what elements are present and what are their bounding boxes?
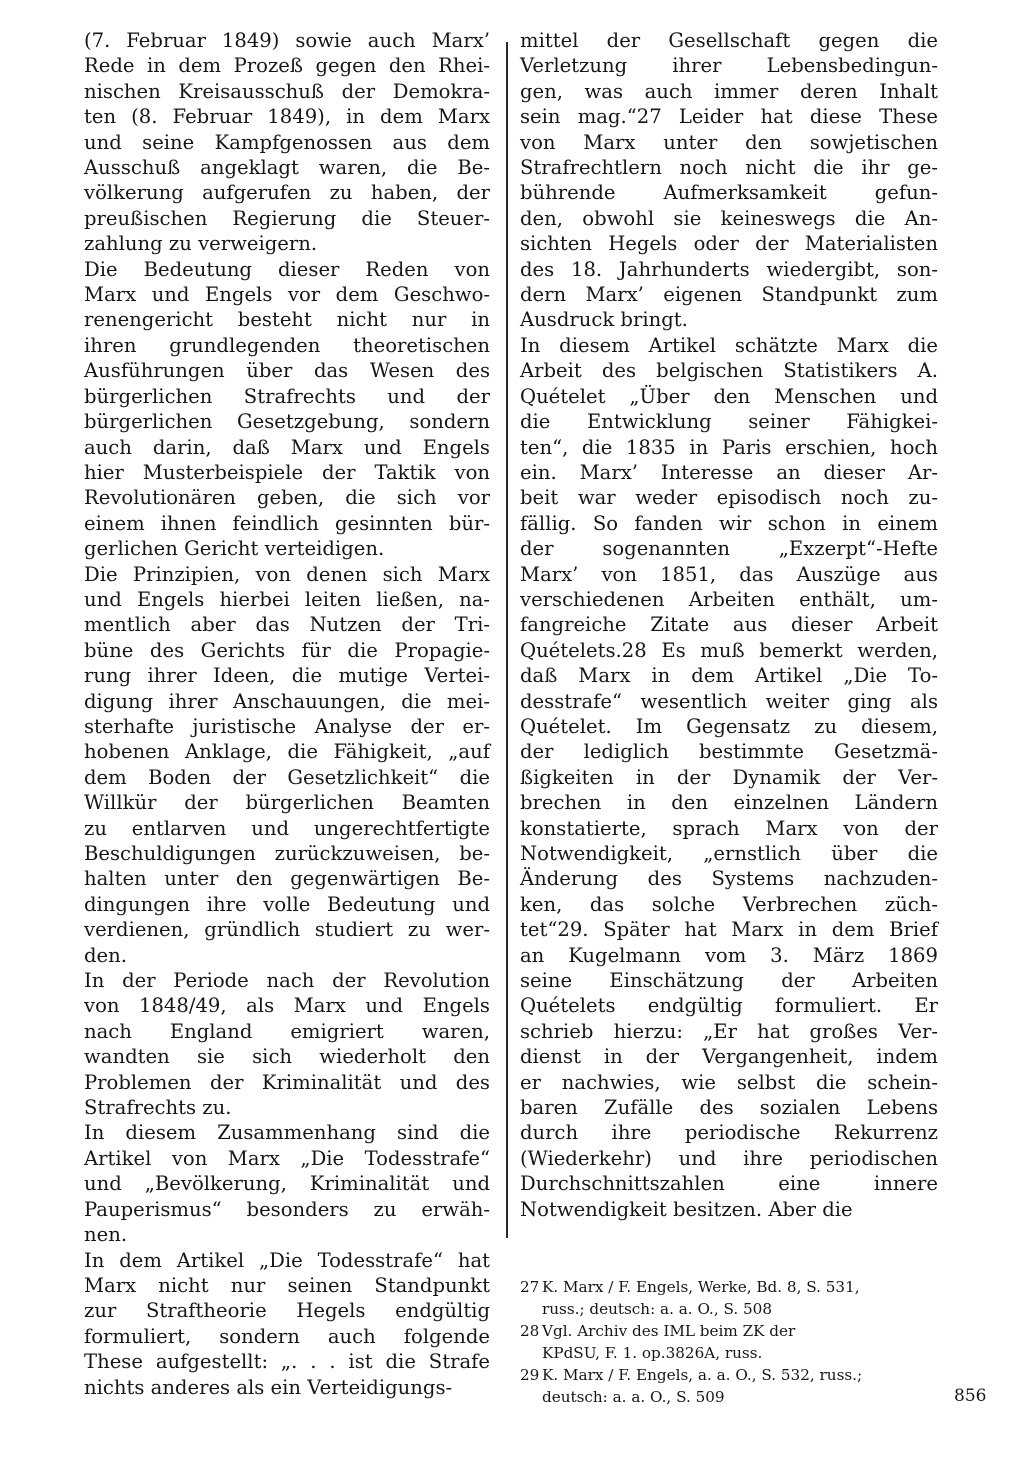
- text-line: desstrafe“ wesentlich weiter ging als: [520, 689, 938, 713]
- text-line: Marx nicht nur seinen Standpunkt: [84, 1273, 490, 1297]
- text-line: Rede in dem Prozeß gegen den Rhei-: [84, 54, 490, 78]
- text-line: die Entwicklung seiner Fähigkei-: [520, 410, 938, 434]
- text-line: ten“, die 1835 in Paris erschien, hoch: [520, 435, 938, 459]
- text-line: nach England emigriert waren,: [84, 1019, 490, 1043]
- left-text-column: [84, 28, 490, 1400]
- text-line: Marx’ von 1851, das Auszüge aus: [520, 562, 938, 586]
- footnote-text: [542, 1320, 795, 1364]
- text-line: der sogenannten „Exzerpt“-Hefte: [520, 537, 938, 561]
- text-line: wandten sie sich wiederholt den: [84, 1045, 490, 1069]
- text-line: des 18. Jahrhunderts wiedergibt, son-: [520, 257, 938, 281]
- footnote-text: [542, 1276, 860, 1320]
- text-line: büne des Gerichts für die Propagie-: [84, 638, 490, 662]
- text-line: und „Bevölkerung, Kriminalität und: [84, 1172, 490, 1196]
- text-line: Artikel von Marx „Die Todesstrafe“: [84, 1146, 490, 1170]
- text-line: auch darin, daß Marx und Engels: [84, 435, 490, 459]
- text-line: (Wiederkehr) und ihre periodischen: [520, 1146, 938, 1170]
- text-line: ßigkeiten in der Dynamik der Ver-: [520, 765, 938, 789]
- footnote-line: russ.; deutsch: a. a. O., S. 508: [542, 1300, 772, 1318]
- text-line: gen, was auch immer deren Inhalt: [520, 79, 938, 103]
- footnote: [520, 1364, 956, 1408]
- text-line: völkerung aufgerufen zu haben, der: [84, 181, 490, 205]
- text-line: dern Marx’ eigenen Standpunkt zum: [520, 283, 938, 307]
- text-line: dienst in der Vergangenheit, indem: [520, 1045, 938, 1069]
- footnote-line: K. Marx / F. Engels, Werke, Bd. 8, S. 531,: [542, 1278, 860, 1296]
- text-line: ten (8. Februar 1849), in dem Marx: [84, 105, 490, 129]
- text-line: Notwendigkeit, „ernstlich über die: [520, 842, 938, 865]
- text-line: daß Marx in dem Artikel „Die To-: [520, 664, 938, 688]
- text-line: Die Prinzipien, von denen sich Marx: [84, 562, 490, 586]
- right-text-column: [520, 28, 938, 1222]
- text-line: Ausführungen über das Wesen des: [84, 359, 490, 383]
- text-line: preußischen Regierung die Steuer-: [84, 206, 490, 230]
- text-line: Änderung des Systems nachzuden-: [520, 867, 938, 891]
- text-line: Die Bedeutung dieser Reden von: [84, 257, 490, 281]
- text-line: In diesem Artikel schätzte Marx die: [520, 333, 938, 357]
- footnotes: [520, 1276, 956, 1408]
- text-line: Quételet „Über den Menschen und: [520, 384, 938, 408]
- text-line: seine Einschätzung der Arbeiten: [520, 969, 938, 993]
- text-line: dingungen ihre volle Bedeutung und: [84, 892, 490, 916]
- text-line: und seine Kampfgenossen aus dem: [84, 130, 490, 154]
- text-line: Marx und Engels vor dem Geschwo-: [84, 283, 490, 307]
- text-line: Arbeit des belgischen Statistikers A.: [520, 359, 938, 383]
- text-line: von 1848/49, als Marx und Engels: [84, 994, 490, 1018]
- text-line: bürgerlichen Strafrechts und der: [84, 384, 490, 408]
- text-line: hobenen Anklage, die Fähigkeit, „auf: [84, 740, 490, 764]
- text-line: verdienen, gründlich studiert zu wer-: [84, 918, 490, 942]
- page-number: 856: [954, 1386, 987, 1406]
- footnote: [520, 1276, 956, 1320]
- text-line: den.: [84, 943, 127, 967]
- text-line: von Marx unter den sowjetischen: [520, 130, 938, 154]
- text-line: Quételet. Im Gegensatz zu diesem,: [520, 714, 938, 738]
- text-line: digung ihrer Anschauungen, die mei-: [84, 689, 490, 713]
- text-line: ken, das solche Verbrechen züch-: [520, 892, 938, 916]
- text-line: In diesem Zusammenhang sind die: [84, 1121, 490, 1145]
- text-line: konstatierte, sprach Marx von der: [520, 816, 938, 840]
- text-line: verschiedenen Arbeiten enthält, um-: [520, 587, 938, 611]
- text-line: Revolutionären geben, die sich vor: [84, 486, 490, 510]
- text-line: durch ihre periodische Rekurrenz: [520, 1121, 938, 1145]
- text-line: Ausschuß angeklagt waren, die Be-: [84, 156, 490, 180]
- text-line: Strafrechts zu.: [84, 1096, 232, 1120]
- text-line: der lediglich bestimmte Gesetzmä-: [520, 740, 938, 764]
- text-line: hier Musterbeispiele der Taktik von: [84, 460, 490, 484]
- text-line: bürgerlichen Gesetzgebung, sondern: [84, 410, 490, 434]
- text-line: Beschuldigungen zurückzuweisen, be-: [84, 842, 490, 865]
- text-line: nischen Kreisausschuß der Demokra-: [84, 79, 490, 103]
- footnote-line: K. Marx / F. Engels, a. a. O., S. 532, russ.;: [542, 1366, 863, 1384]
- footnote-line: Vgl. Archiv des IML beim ZK der: [542, 1322, 796, 1340]
- text-line: an Kugelmann vom 3. März 1869: [520, 943, 938, 967]
- text-line: rung ihrer Ideen, die mutige Vertei-: [84, 664, 490, 688]
- text-line: fangreiche Zitate aus dieser Arbeit: [520, 613, 938, 637]
- text-line: ein. Marx’ Interesse an dieser Ar-: [520, 460, 938, 484]
- text-line: renengericht besteht nicht nur in: [84, 308, 490, 332]
- text-line: baren Zufälle des sozialen Lebens: [520, 1096, 938, 1120]
- text-line: Quételets endgültig formuliert. Er: [520, 994, 938, 1018]
- text-line: beit war weder episodisch noch zu-: [520, 486, 938, 510]
- text-line: Willkür der bürgerlichen Beamten: [84, 791, 490, 815]
- text-line: (7. Februar 1849) sowie auch Marx’: [84, 29, 490, 52]
- text-line: sterhafte juristische Analyse der er-: [84, 714, 490, 738]
- text-line: Ausdruck bringt.: [520, 308, 688, 332]
- text-line: Strafrechtlern noch nicht die ihr ge-: [520, 156, 938, 180]
- text-line: These aufgestellt: „. . . ist die Strafe: [84, 1350, 490, 1374]
- text-line: Quételets.28 Es muß bemerkt werden,: [520, 638, 938, 662]
- text-line: einem ihnen feindlich gesinnten bür-: [84, 511, 490, 535]
- text-line: nichts anderes als ein Verteidigungs-: [84, 1375, 453, 1399]
- footnote-number: 27: [520, 1278, 540, 1296]
- text-line: er nachwies, wie selbst die schein-: [520, 1070, 938, 1094]
- text-line: sein mag.“27 Leider hat diese These: [520, 105, 938, 129]
- text-line: In der Periode nach der Revolution: [84, 969, 490, 993]
- text-line: gerlichen Gericht verteidigen.: [84, 537, 385, 561]
- footnote-line: KPdSU, F. 1. op.3826A, russ.: [542, 1344, 763, 1362]
- text-line: Verletzung ihrer Lebensbedingun-: [520, 54, 938, 78]
- text-line: sichten Hegels oder der Materialisten: [520, 232, 938, 256]
- footnote-line: deutsch: a. a. O., S. 509: [542, 1388, 725, 1406]
- text-line: fällig. So fanden wir schon in einem: [520, 511, 938, 535]
- footnote: [520, 1320, 956, 1364]
- footnote-number: 28: [520, 1322, 540, 1340]
- text-line: formuliert, sondern auch folgende: [84, 1324, 490, 1348]
- footnote-text: [542, 1364, 862, 1408]
- text-line: den, obwohl sie keineswegs die An-: [520, 206, 938, 230]
- text-line: zu entlarven und ungerechtfertigte: [84, 816, 490, 840]
- column-divider: [506, 42, 508, 1238]
- text-line: und Engels hierbei leiten ließen, na-: [84, 587, 490, 611]
- text-line: bührende Aufmerksamkeit gefun-: [520, 181, 938, 205]
- text-line: schrieb hierzu: „Er hat großes Ver-: [520, 1019, 938, 1043]
- text-line: zahlung zu verweigern.: [84, 232, 318, 256]
- text-line: halten unter den gegenwärtigen Be-: [84, 867, 490, 891]
- text-line: mittel der Gesellschaft gegen die: [520, 29, 938, 52]
- text-line: mentlich aber das Nutzen der Tri-: [84, 613, 490, 637]
- text-line: zur Straftheorie Hegels endgültig: [84, 1299, 490, 1323]
- text-line: Notwendigkeit besitzen. Aber die: [520, 1197, 853, 1221]
- footnote-number: 29: [520, 1366, 540, 1384]
- text-line: ihren grundlegenden theoretischen: [84, 333, 490, 357]
- text-line: tet“29. Später hat Marx in dem Brief: [520, 918, 938, 942]
- text-line: In dem Artikel „Die Todesstrafe“ hat: [84, 1248, 490, 1272]
- text-line: dem Boden der Gesetzlichkeit“ die: [84, 765, 490, 789]
- text-line: nen.: [84, 1223, 128, 1247]
- text-line: brechen in den einzelnen Ländern: [520, 791, 938, 815]
- text-line: Problemen der Kriminalität und des: [84, 1070, 490, 1094]
- text-line: Durchschnittszahlen eine innere: [520, 1172, 938, 1196]
- text-line: Pauperismus“ besonders zu erwäh-: [84, 1197, 490, 1221]
